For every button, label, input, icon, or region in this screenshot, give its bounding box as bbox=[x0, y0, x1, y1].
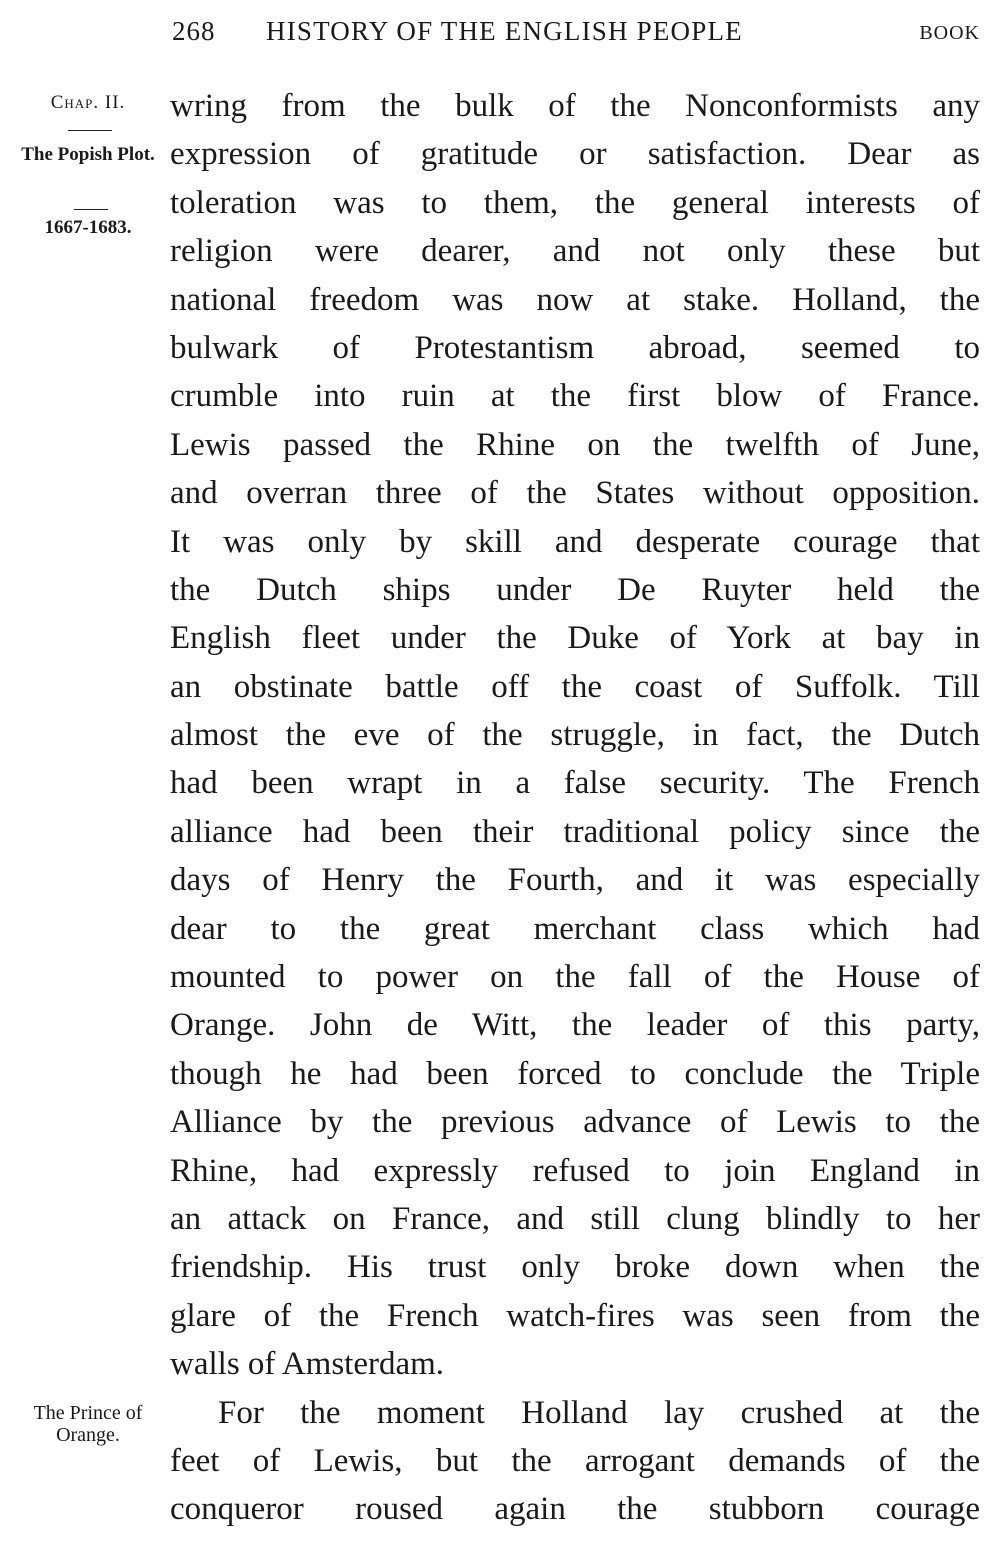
text-line: crumble into ruin at the first blow of France. bbox=[170, 378, 980, 415]
text-line: conqueror roused again the stubborn courage bbox=[170, 1491, 980, 1528]
text-line: dear to the great merchant class which had bbox=[170, 910, 980, 947]
text-line: Alliance by the previous advance of Lewis to the bbox=[170, 1104, 980, 1141]
text-line: national freedom was now at stake. Holland, the bbox=[170, 281, 980, 318]
text-line: bulwark of Protestantism abroad, seemed to bbox=[170, 329, 980, 366]
text-line: had been wrapt in a false security. The French bbox=[170, 765, 980, 802]
text-line: days of Henry the Fourth, and it was especially bbox=[170, 862, 980, 899]
running-head: HISTORY OF THE ENGLISH PEOPLE bbox=[266, 16, 743, 46]
margin-rule bbox=[68, 130, 112, 131]
text-line: expression of gratitude or satisfaction. Dear as bbox=[170, 136, 980, 173]
text-line: Lewis passed the Rhine on the twelfth of June, bbox=[170, 426, 980, 463]
text-line: glare of the French watch-fires was seen from the bbox=[170, 1297, 980, 1334]
body-text bbox=[170, 82, 980, 1534]
text-line: feet of Lewis, but the arrogant demands of the bbox=[170, 1442, 980, 1479]
margin-topic-popish-plot: The Popish Plot. bbox=[21, 144, 155, 165]
text-line: almost the eve of the struggle, in fact, the Dutch bbox=[170, 717, 980, 754]
text-line: religion were dearer, and not only these but bbox=[170, 233, 980, 270]
text-line: English fleet under the Duke of York at bay in bbox=[170, 620, 980, 657]
margin-chapter: Chap. II. bbox=[50, 92, 126, 113]
book-label: BOOK bbox=[919, 22, 980, 44]
text-line: mounted to power on the fall of the House of bbox=[170, 959, 980, 996]
text-line: an attack on France, and still clung blindly to her bbox=[170, 1200, 980, 1237]
text-line: toleration was to them, the general interests of bbox=[170, 184, 980, 221]
page-number: 268 bbox=[172, 16, 216, 46]
text-line: For the moment Holland lay crushed at the bbox=[218, 1394, 980, 1431]
text-line: Orange. John de Witt, the leader of this party, bbox=[170, 1007, 980, 1044]
text-line: alliance had been their traditional policy since the bbox=[170, 813, 980, 850]
text-line: the Dutch ships under De Ruyter held the bbox=[170, 571, 980, 608]
margin-dates: 1667-1683. bbox=[44, 217, 132, 238]
margin-topic-prince-of-orange: The Prince of Orange. bbox=[33, 1402, 143, 1446]
text-line: friendship. His trust only broke down when the bbox=[170, 1249, 980, 1286]
text-line: It was only by skill and desperate courage that bbox=[170, 523, 980, 560]
text-line: an obstinate battle off the coast of Suffolk. Till bbox=[170, 668, 980, 705]
text-line: and overran three of the States without opposition. bbox=[170, 475, 980, 512]
text-line: Rhine, had expressly refused to join England in bbox=[170, 1152, 980, 1189]
page-header bbox=[170, 12, 980, 52]
margin-rule bbox=[74, 209, 108, 210]
text-line: wring from the bulk of the Nonconformists any bbox=[170, 88, 980, 124]
text-line: though he had been forced to conclude the Triple bbox=[170, 1055, 980, 1092]
text-line: walls of Amsterdam. bbox=[170, 1346, 445, 1383]
